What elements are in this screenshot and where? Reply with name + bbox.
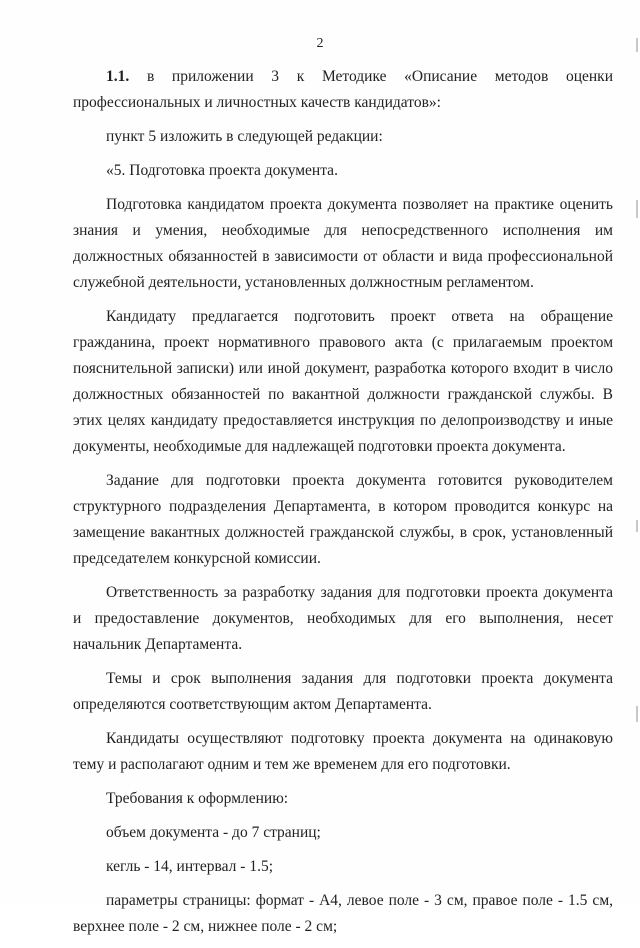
item-number: 1.1. [106, 68, 130, 85]
list-item: параметры страницы: формат - А4, левое поле - 3 см, правое поле - 1.5 см, верхнее поле - 2 см, нижнее поле - 2 см; [73, 892, 613, 935]
paragraph-item-1-1 [73, 64, 613, 116]
paragraph: Ответственность за разработку задания для подготовки проекта документа и предоставление документов, необходимых для его выполнения, несет начальник Департамента. [73, 584, 613, 653]
scan-artifact [636, 706, 638, 722]
paragraph: Кандидату предлагается подготовить проект ответа на обращение гражданина, проект нормативного правового акта (с прилагаемым проектом пояснительной записки) или иной документ, разработка которого входит в число должностных обязанностей по вакантной должности гражданской службы. В этих целях кандидату предоставляется инструкция по делопроизводству и иные документы, необходимые для надлежащей подготовки проекта документа. [73, 308, 613, 455]
paragraph: Кандидаты осуществляют подготовку проекта документа на одинаковую тему и располагают одним и тем же временем для его подготовки. [73, 730, 613, 773]
list-item: кегль - 14, интервал - 1.5; [106, 858, 274, 875]
paragraph-text: в приложении 3 к Методике «Описание методов оценки профессиональных и личностных качеств кандидатов»: [73, 68, 614, 111]
list-item: объем документа - до 7 страниц; [106, 824, 321, 841]
paragraph: Темы и срок выполнения задания для подготовки проекта документа определяются соответствующим актом Департамента. [73, 670, 613, 713]
paragraph: пункт 5 изложить в следующей редакции: [106, 128, 383, 145]
paragraph: Подготовка кандидатом проекта документа позволяет на практике оценить знания и умения, необходимые для непосредственного исполнения им должностных обязанностей в зависимости от области и вида профессиональной служебной деятельности, установленных должностным регламентом. [73, 196, 613, 291]
page-number: 2 [316, 36, 324, 51]
scan-artifact [636, 520, 638, 532]
document-body [73, 64, 613, 948]
paragraph: Требования к оформлению: [106, 790, 289, 807]
section-heading: «5. Подготовка проекта документа. [106, 162, 338, 179]
paragraph: Задание для подготовки проекта документа готовится руководителем структурного подразделения Департамента, в котором проводится конкурс на замещение вакантных должностей гражданской службы, в срок, установленный председателем конкурсной комиссии. [73, 472, 613, 567]
scan-artifact [636, 200, 638, 218]
